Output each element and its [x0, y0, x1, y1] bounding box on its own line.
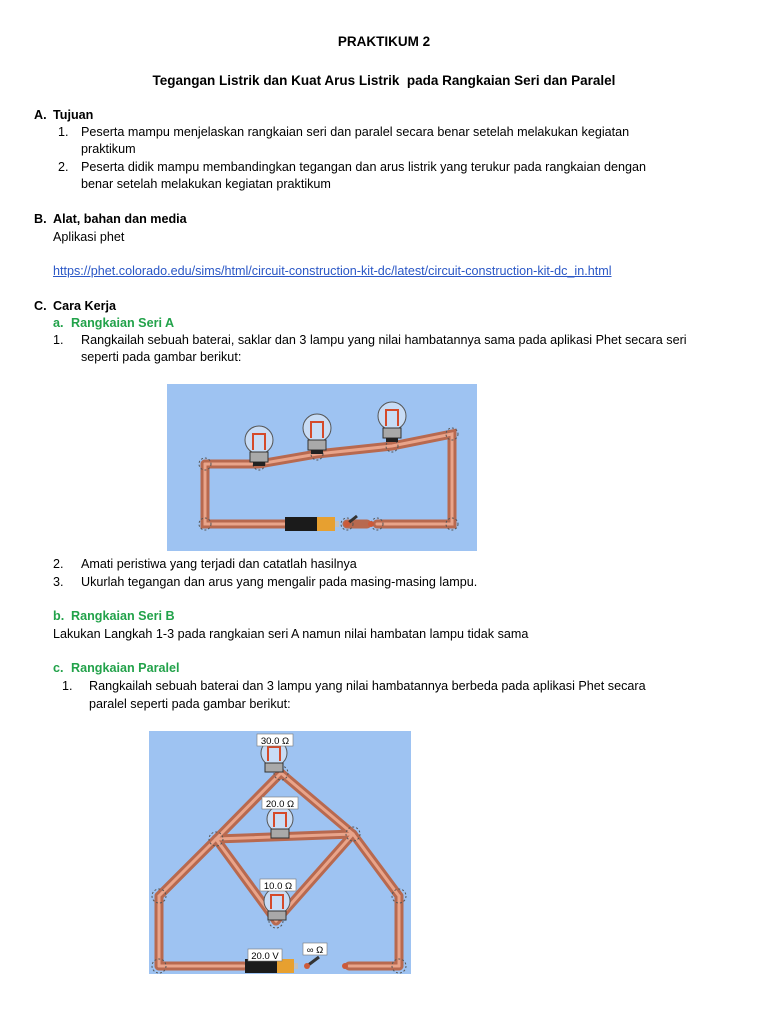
- section-a-item1-num: 1.: [58, 125, 69, 139]
- part-a-step3-text: Ukurlah tegangan dan arus yang mengalir pada masing-masing lampu.: [81, 575, 478, 589]
- section-b-letter: B.: [34, 212, 47, 226]
- section-a-item2-line1: Peserta didik mampu membandingkan tegangan dan arus listrik yang terukur pada rangkaian dengan: [81, 160, 646, 174]
- part-a-step3-num: 3.: [53, 575, 64, 589]
- part-a-step1-num: 1.: [53, 333, 64, 347]
- bulb-low-label: 10.0 Ω: [263, 881, 293, 892]
- page-title: PRAKTIKUM 2: [337, 34, 431, 49]
- switch-label: ∞ Ω: [306, 945, 324, 956]
- part-a-step2-text: Amati peristiwa yang terjadi dan catatlah hasilnya: [81, 557, 357, 571]
- part-c-letter: c.: [53, 661, 64, 675]
- part-a-step1-line2: seperti pada gambar berikut:: [81, 350, 242, 364]
- bulb-icon: [264, 888, 290, 920]
- part-c-step1-num: 1.: [62, 679, 73, 693]
- part-b-letter: b.: [53, 609, 65, 623]
- section-c-title: Cara Kerja: [53, 299, 117, 313]
- part-a-letter: a.: [53, 316, 64, 330]
- bulb-top-label: 30.0 Ω: [260, 736, 290, 747]
- section-a-letter: A.: [34, 108, 47, 122]
- part-b-text: Lakukan Langkah 1-3 pada rangkaian seri A namun nilai hambatan lampu tidak sama: [53, 627, 529, 641]
- part-c-step1-line1: Rangkailah sebuah baterai dan 3 lampu yang nilai hambatannya berbeda pada aplikasi Phet secara: [89, 679, 646, 693]
- phet-link[interactable]: https://phet.colorado.edu/sims/html/circuit-construction-kit-dc/latest/circuit-construction-kit-dc_in.html: [53, 264, 612, 278]
- part-b-title: Rangkaian Seri B: [71, 609, 175, 623]
- section-a-item2-line2: benar setelah melakukan kegiatan praktikum: [81, 177, 331, 191]
- part-a-step2-num: 2.: [53, 557, 64, 571]
- section-a-item1-line2: praktikum: [81, 142, 136, 156]
- section-c-letter: C.: [34, 299, 47, 313]
- part-a-title: Rangkaian Seri A: [71, 316, 175, 330]
- section-a-title: Tujuan: [53, 108, 94, 122]
- section-b-title: Alat, bahan dan media: [53, 212, 187, 226]
- page-subtitle: Tegangan Listrik dan Kuat Arus Listrik pada Rangkaian Seri dan Paralel: [152, 73, 616, 88]
- parallel-circuit-figure: [149, 731, 411, 974]
- part-c-title: Rangkaian Paralel: [71, 661, 180, 675]
- battery-label: 20.0 V: [251, 951, 279, 962]
- bulb-mid-label: 20.0 Ω: [265, 799, 295, 810]
- section-a-item2-num: 2.: [58, 160, 69, 174]
- section-b-text: Aplikasi phet: [53, 230, 125, 244]
- battery-icon: [285, 517, 339, 531]
- section-a-item1-line1: Peserta mampu menjelaskan rangkaian seri dan paralel secara benar setelah melakukan kegiatan: [81, 125, 630, 139]
- bulb-icon: [267, 806, 293, 838]
- part-a-step1-line1: Rangkailah sebuah baterai, saklar dan 3 lampu yang nilai hambatannya sama pada aplikasi Phet secara seri: [81, 333, 687, 347]
- series-circuit-figure: [167, 384, 477, 551]
- part-c-step1-line2: paralel seperti pada gambar berikut:: [89, 697, 291, 711]
